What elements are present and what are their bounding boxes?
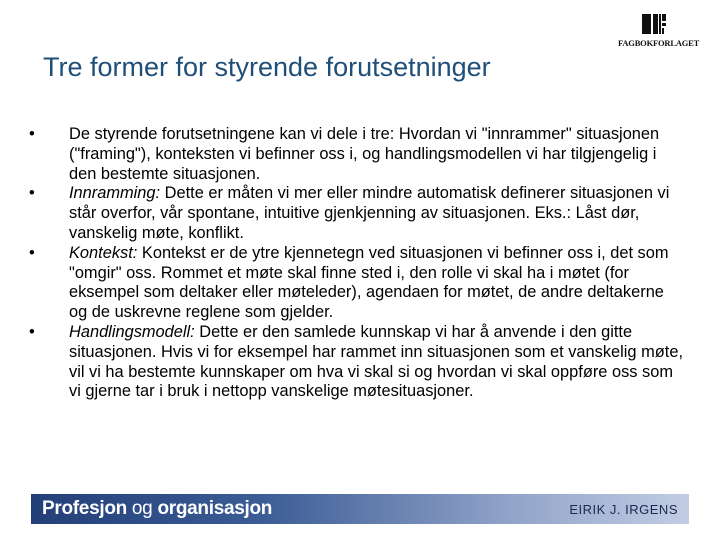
author-name: EIRIK J. IRGENS — [569, 502, 678, 517]
bullet-list — [26, 125, 686, 402]
book-title-part: organisasjon — [157, 498, 273, 519]
bullet-item — [26, 125, 686, 184]
bullet-text: Dette er måten vi mer eller mindre automatisk definerer situasjonen vi står overfor, vår spontane, intuitive gjenkjenning av situasjonen. Eks.: Låst dør, vanskelig møte, konflikt. — [69, 184, 670, 242]
bullet-text: Kontekst er de ytre kjennetegn ved situasjonen vi befinner oss i, det som "omgir" oss. Rommet et møte skal finne sted i, den rolle vi skal ha i møtet (for eksempel som deltaker eller møteleder), agendaen for møtet, de andre deltakerne og de uskrevne reglene som gjelder. — [69, 243, 669, 322]
bullet-marker: • — [29, 243, 35, 262]
bullet-text: Dette er den samlede kunnskap vi har å anvende i den gitte situasjonen. Hvis vi for eksempel har rammet inn situasjonen som et vanskelig møte, vil vi ha bestemte kunnskaper om hva vi skal si og hvordan vi skal oppføre oss som vi gjerne tar i bruk i nettopp vanskelige møtesituasjoner. — [69, 322, 683, 401]
footer-bar — [31, 494, 689, 524]
bullet-term: Innramming: — [69, 184, 161, 203]
slide-title: Tre former for styrende forutsetninger — [43, 52, 491, 82]
book-logo-icon — [640, 12, 668, 36]
book-title-part: Profesjon — [42, 498, 127, 519]
bullet-item — [26, 184, 686, 243]
bullet-term: Kontekst: — [69, 243, 138, 262]
bullet-text: De styrende forutsetningene kan vi dele i tre: Hvordan vi "innrammer" situasjonen ("framing"), konteksten vi befinner oss i, og handlingsmodellen vi har tilgjengelig i den bestemte situasjonen. — [69, 125, 660, 183]
bullet-marker: • — [29, 184, 35, 203]
bullet-term: Handlingsmodell: — [69, 322, 195, 341]
bullet-item — [26, 244, 686, 323]
bullet-item — [26, 323, 686, 402]
bullet-marker: • — [29, 125, 35, 143]
book-title-conjunction: og — [126, 498, 158, 519]
bullet-marker: • — [29, 322, 35, 341]
publisher-name: FAGBOKFORLAGET — [618, 38, 700, 48]
book-title — [42, 498, 272, 520]
publisher-logo — [618, 12, 700, 52]
